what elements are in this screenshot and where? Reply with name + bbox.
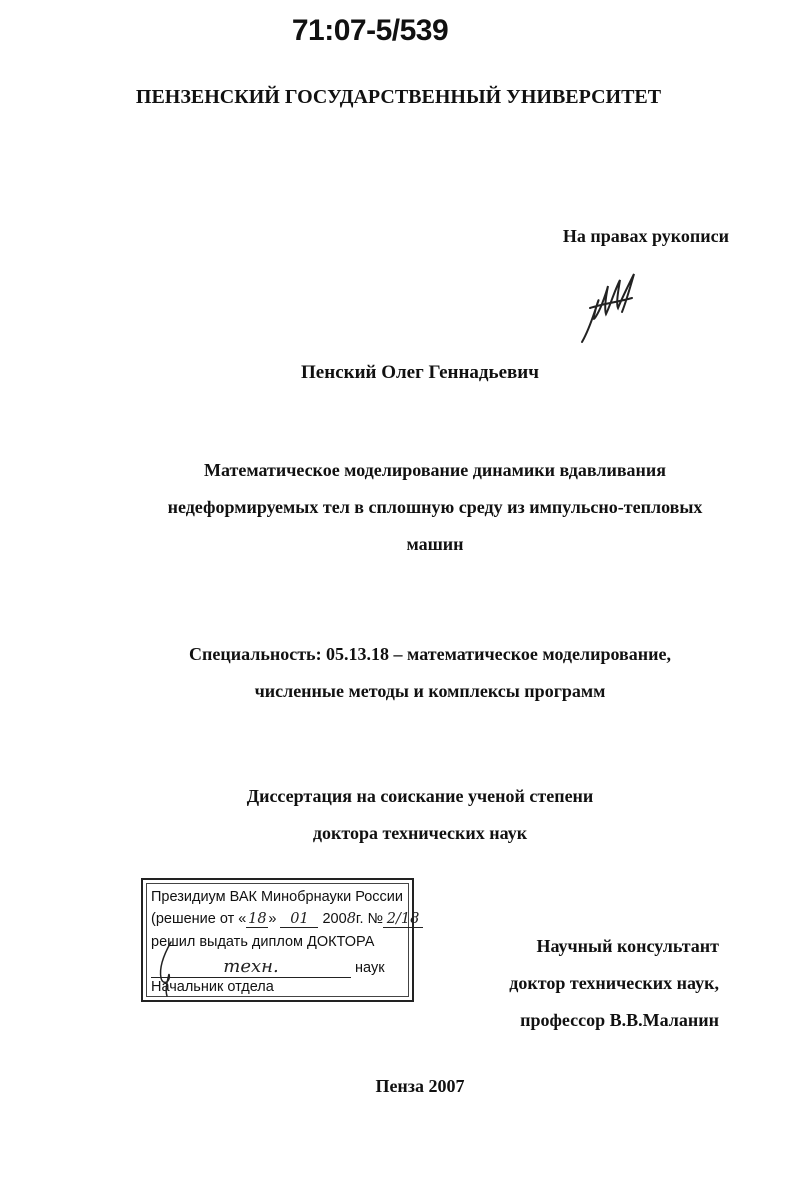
science-suffix: наук bbox=[355, 960, 385, 976]
vak-stamp-science bbox=[151, 956, 385, 978]
registry-number: 71:07-5/539 bbox=[291, 14, 449, 47]
dissertation-title bbox=[150, 452, 720, 563]
decision-month: 01 bbox=[280, 911, 318, 928]
science-field: техн. bbox=[151, 956, 351, 978]
speciality-line: численные методы и комплексы программ bbox=[254, 681, 606, 701]
author-name: Пенский Олег Геннадьевич bbox=[301, 362, 539, 383]
vak-stamp-decision bbox=[151, 911, 423, 928]
stamp-signature bbox=[151, 938, 181, 998]
consultant-line: профессор В.В.Маланин bbox=[520, 1010, 719, 1030]
decision-prefix: (решение от « bbox=[151, 911, 247, 927]
scientific-consultant bbox=[509, 928, 719, 1039]
manuscript-rights-notice: На правах рукописи bbox=[562, 226, 729, 246]
title-line: Математическое моделирование динамики вдавливания bbox=[203, 460, 667, 480]
degree-line: доктора технических наук bbox=[312, 823, 528, 843]
decision-year-prefix: 200 bbox=[322, 911, 347, 927]
decision-year-suffix: г. № bbox=[355, 911, 384, 927]
vak-stamp bbox=[141, 878, 420, 1002]
decision-quote: » bbox=[268, 911, 277, 927]
title-line: машин bbox=[406, 534, 464, 554]
speciality-line: Специальность: 05.13.18 – математическое моделирование, bbox=[188, 644, 672, 664]
vak-stamp-department-head: Начальник отдела bbox=[151, 979, 274, 995]
decision-day: 18 bbox=[248, 911, 267, 927]
university-name: ПЕНЗЕНСКИЙ ГОСУДАРСТВЕННЫЙ УНИВЕРСИТЕТ bbox=[135, 86, 662, 108]
decision-number: 2/18 bbox=[383, 911, 423, 928]
vak-stamp-header: Президиум ВАК Минобрнауки России bbox=[151, 889, 404, 905]
degree-statement bbox=[200, 778, 640, 852]
consultant-line: доктор технических наук, bbox=[509, 973, 719, 993]
vak-stamp-decision-text: решил выдать диплом ДОКТОРА bbox=[151, 934, 375, 950]
city-year: Пенза 2007 bbox=[375, 1076, 465, 1096]
decision-year-digit: 8 bbox=[346, 911, 356, 927]
consultant-line: Научный консультант bbox=[536, 936, 719, 956]
author-signature bbox=[572, 268, 652, 348]
title-line: недеформируемых тел в сплошную среду из импульсно-тепловых bbox=[167, 497, 703, 517]
speciality bbox=[150, 636, 710, 710]
degree-line: Диссертация на соискание ученой степени bbox=[246, 786, 594, 806]
